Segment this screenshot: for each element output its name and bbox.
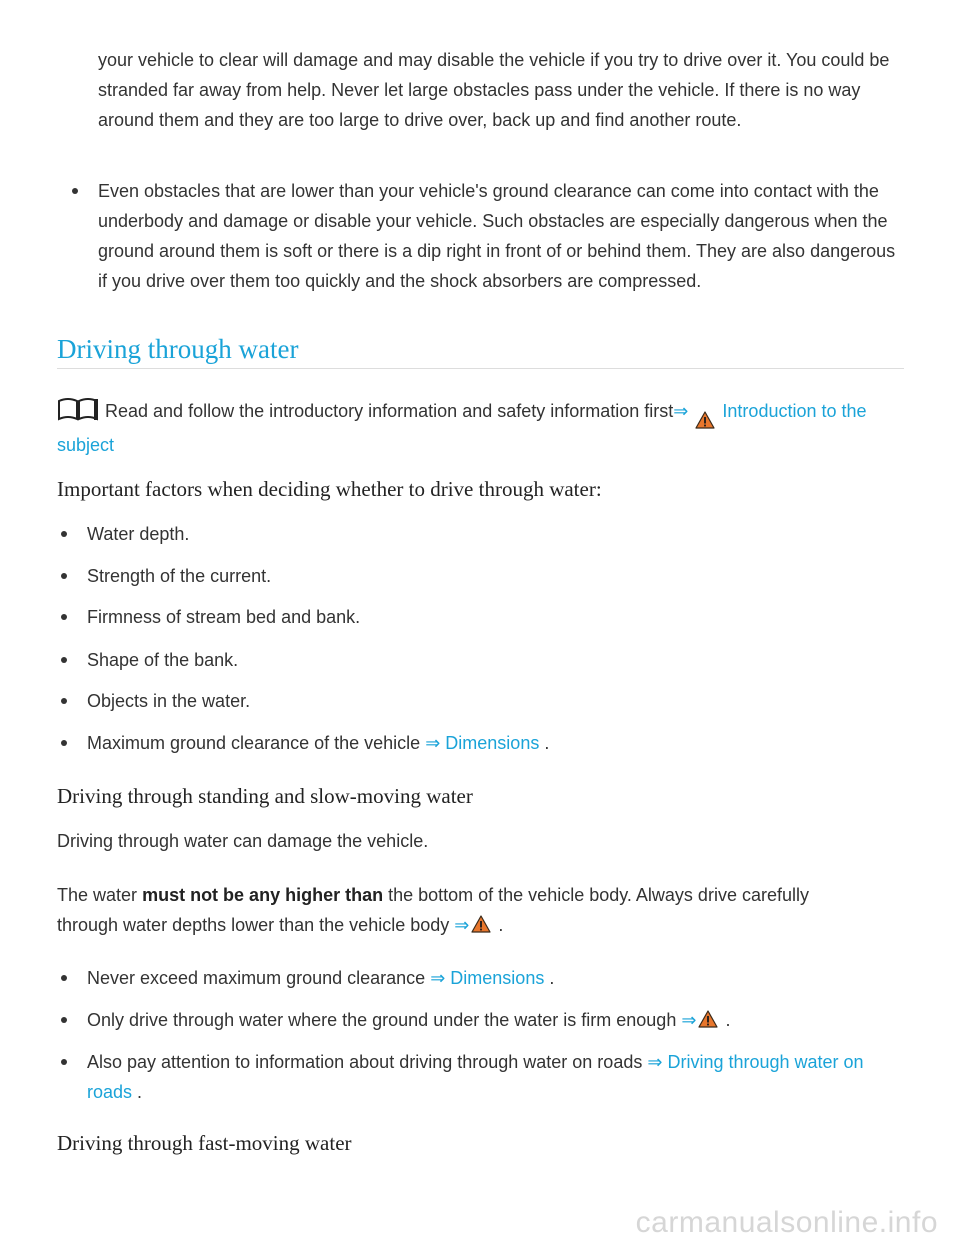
p2-pre: The water xyxy=(57,885,138,905)
link-arrow: ⇒ xyxy=(647,1052,663,1072)
book-icon xyxy=(57,397,99,421)
standing-item-exceed: Never exceed maximum ground clearance ⇒ Dimensions . xyxy=(87,963,907,993)
body-warning-link[interactable] xyxy=(454,915,493,935)
watermark: carmanualsonline.info xyxy=(635,1206,938,1239)
factor-item-clearance: Maximum ground clearance of the vehicle ⇒ Dimensions . xyxy=(87,728,907,758)
bullet-text: Even obstacles that are lower than your vehicle's ground clearance can come into contact with the underbody and damage or disable your vehicle. Such obstacles are especially dangerous when the ground around them is soft or there is a dip right in front of or behind them. They are also dangerous if you drive over them too quickly and the shock absorbers are compressed. xyxy=(98,181,896,291)
factor-item: Firmness of stream bed and bank. xyxy=(87,602,907,632)
link-arrow: ⇒ xyxy=(425,733,441,753)
roads-link-label: Driving through water on roads xyxy=(87,1052,864,1102)
factor-item: Shape of the bank. xyxy=(87,645,907,675)
dimensions-link-label: Dimensions xyxy=(450,968,545,988)
firm-text: Only drive through water where the ground under the water is firm enough xyxy=(87,1010,677,1030)
dimensions-link[interactable] xyxy=(425,733,539,753)
link-arrow: ⇒ xyxy=(681,1010,697,1030)
bullet-lower-obstacles xyxy=(98,176,898,296)
standing-p2: The water must not be any higher than the bottom of the vehicle body. Always drive carefully through water depths lower than the vehicle body ⇒ . xyxy=(57,885,809,935)
standing-item-firm: Only drive through water where the ground under the water is firm enough ⇒ . xyxy=(87,1005,907,1035)
dimensions-link-label: Dimensions xyxy=(445,733,540,753)
factor-item: Strength of the current. xyxy=(87,561,907,591)
fast-water-heading: Driving through fast-moving water xyxy=(57,1131,352,1155)
warning-triangle-icon xyxy=(698,1010,718,1028)
link-arrow: ⇒ xyxy=(430,968,446,988)
section-divider xyxy=(57,368,904,369)
warning-triangle-icon xyxy=(471,915,491,933)
section-title: Driving through water xyxy=(57,334,299,364)
warning-triangle-icon[interactable] xyxy=(695,411,715,429)
standing-p1: Driving through water can damage the vehicle. xyxy=(57,831,429,851)
factor-item: Objects in the water. xyxy=(87,686,907,716)
exceed-text: Never exceed maximum ground clearance xyxy=(87,968,426,988)
intro-text: Read and follow the introductory information and safety information first xyxy=(105,401,674,421)
standing-item-roads: Also pay attention to information about driving through water on roads ⇒ Driving through water on roads . xyxy=(87,1047,907,1107)
standing-water-heading: Driving through standing and slow-moving water xyxy=(57,784,473,808)
dimensions-link[interactable] xyxy=(430,968,544,988)
factors-heading: Important factors when deciding whether to drive through water: xyxy=(57,477,602,501)
p2-post: the bottom of the vehicle body. Always drive carefully through water depths lower than the vehicle body xyxy=(57,885,809,935)
roads-text: Also pay attention to information about driving through water on roads xyxy=(87,1052,643,1072)
link-arrow: ⇒ xyxy=(454,915,470,935)
clearance-text: Maximum ground clearance of the vehicle xyxy=(87,733,421,753)
firm-warning-link[interactable] xyxy=(681,1010,720,1030)
p2-bold: must not be any higher than xyxy=(142,885,384,905)
intro-arrow[interactable]: ⇒ xyxy=(673,401,689,421)
factor-item: Water depth. xyxy=(87,519,907,549)
intro-paragraph xyxy=(57,395,907,461)
intro-link-introduction[interactable]: Introduction to the subject xyxy=(57,401,867,455)
continuation-paragraph: your vehicle to clear will damage and may disable the vehicle if you try to drive over it. You could be stranded far away from help. Never let large obstacles pass under the vehicle. If there is no way around them and they are too large to drive over, back up and find another route. xyxy=(98,50,890,130)
